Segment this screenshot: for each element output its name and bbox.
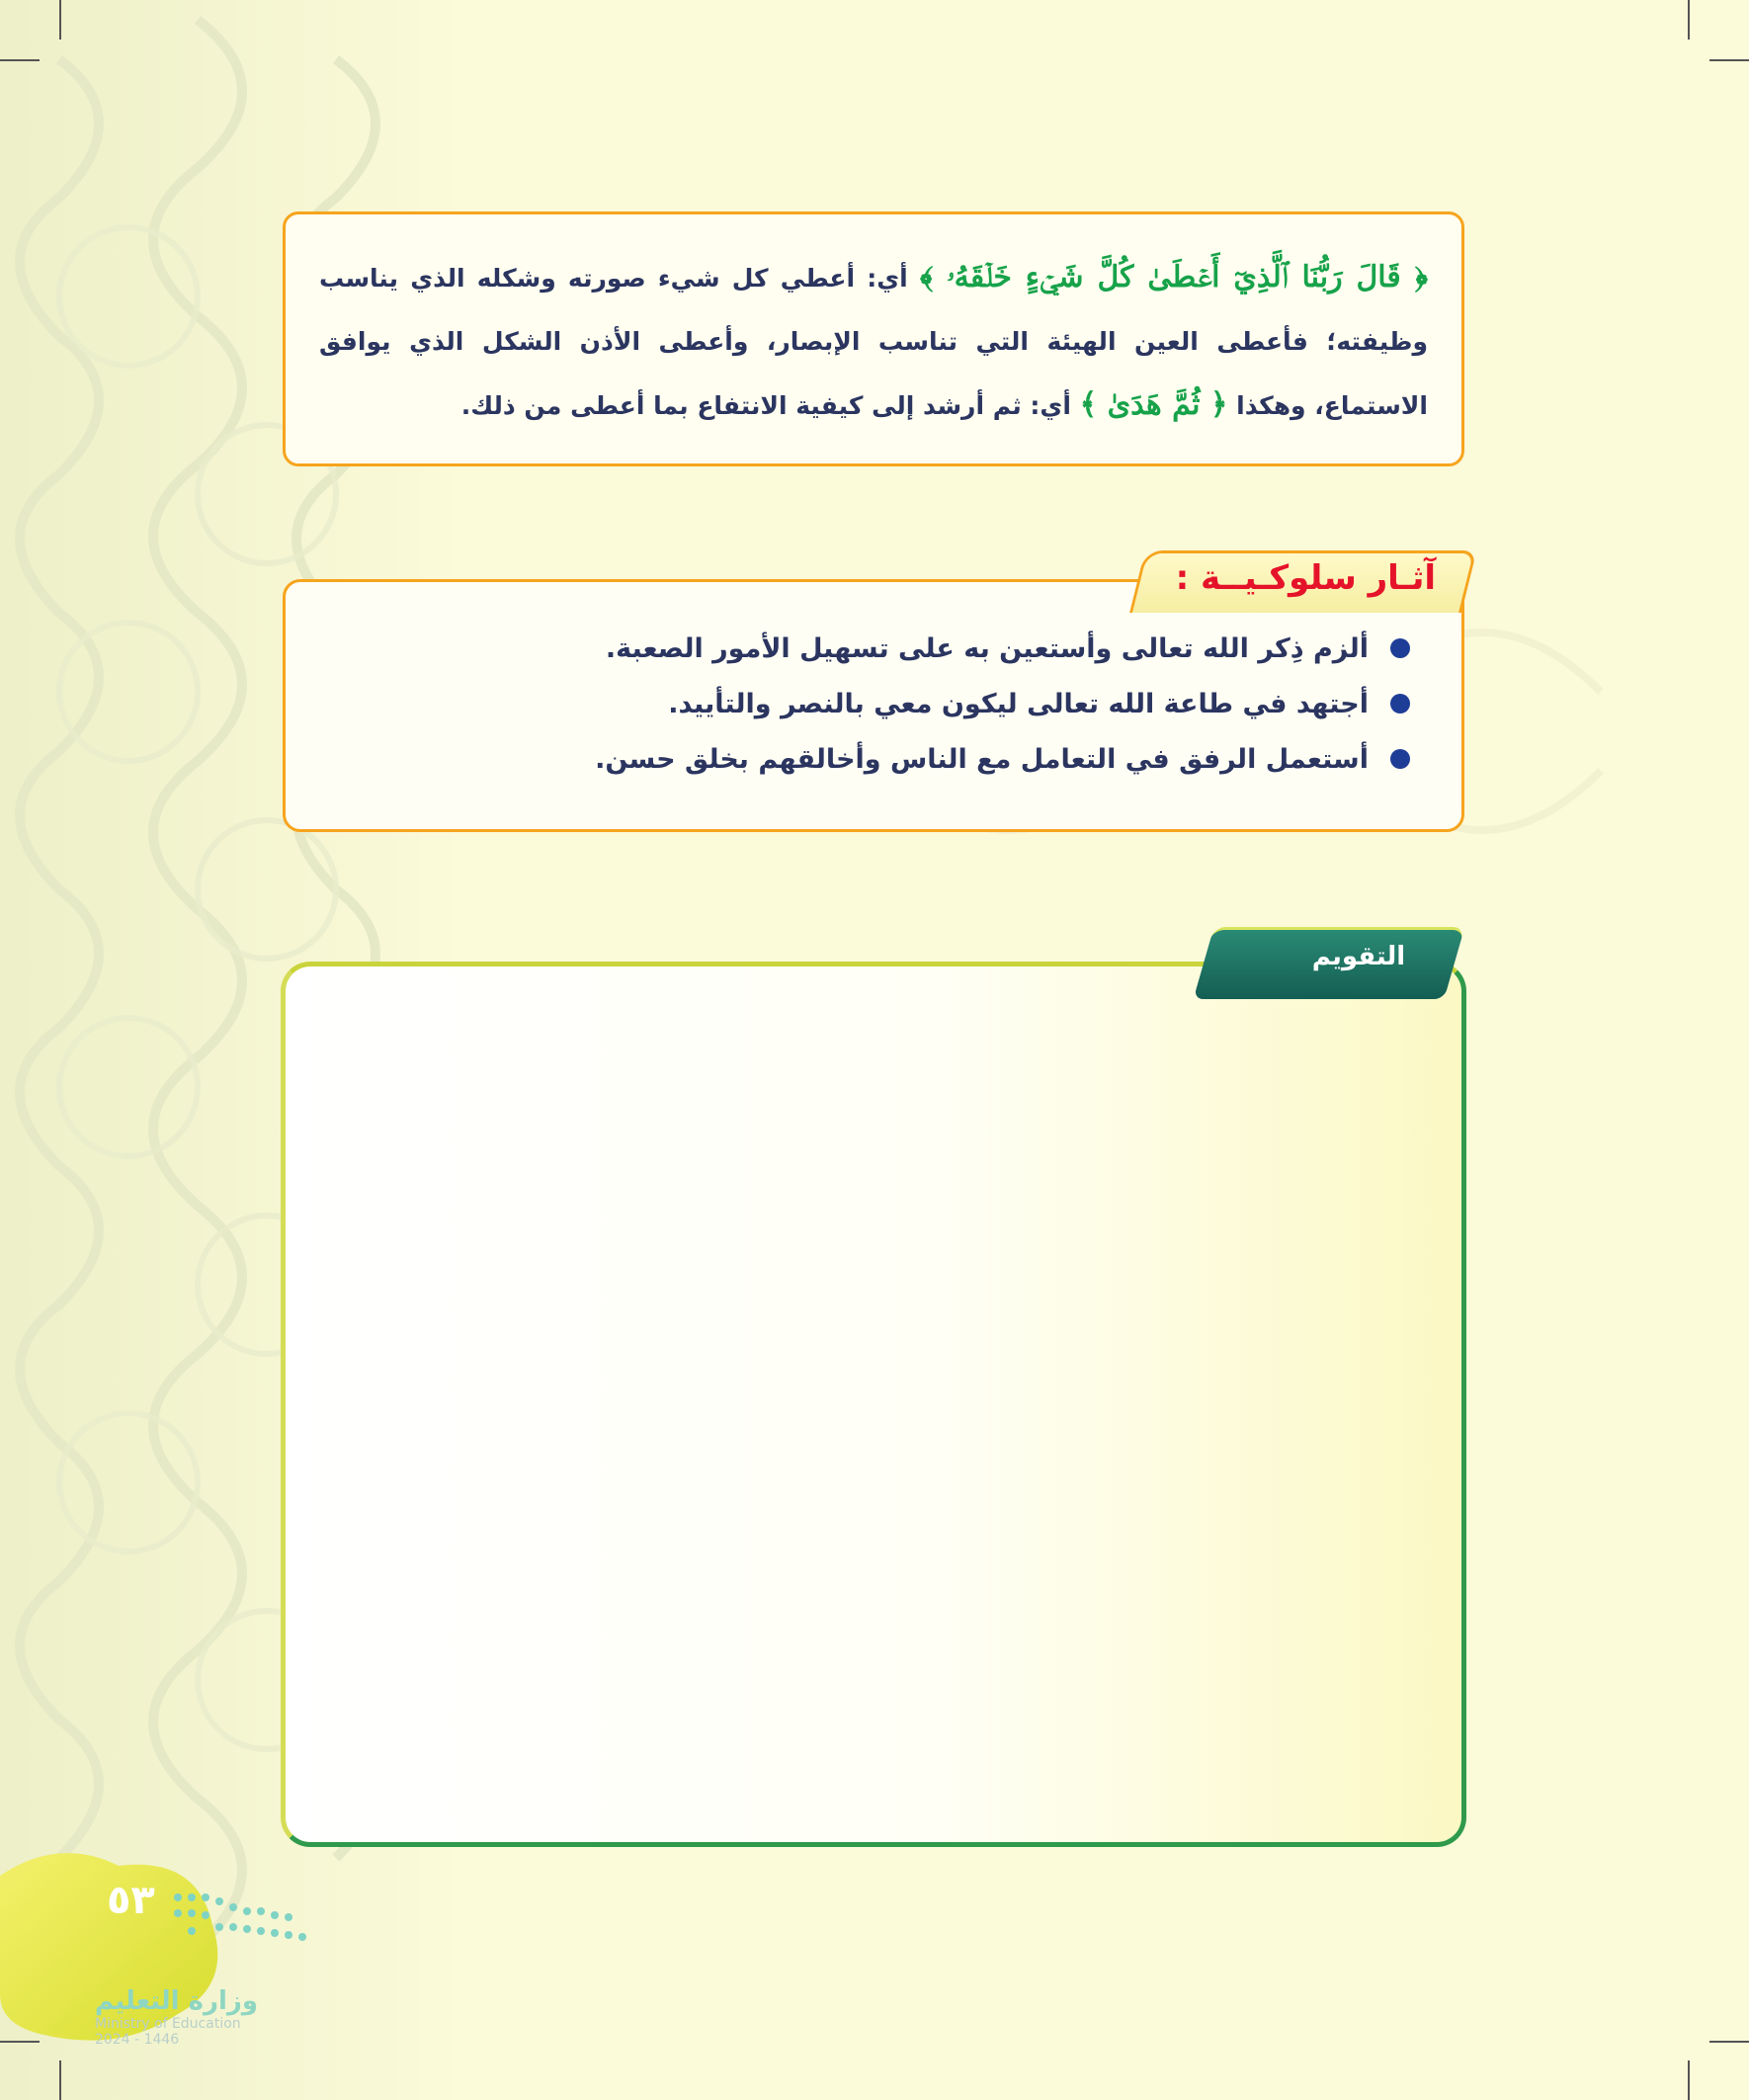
bullet-icon (1390, 694, 1410, 714)
list-item-text: أستعمل الرفق في التعامل مع الناس وأخالقهم بخلق حسن. (595, 744, 1369, 775)
tafsir-text: أي: ثم أرشد إلى كيفية الانتفاع بما أعطى من ذلك. (460, 391, 1080, 420)
crop-mark (1709, 59, 1749, 61)
verse-quote: ﴿ ثُمَّ هَدَىٰ ﴾ (1079, 387, 1228, 422)
edition-year: 2024 - 1446 (95, 2032, 180, 2048)
crop-mark (59, 2060, 61, 2100)
crop-mark (1709, 2041, 1749, 2043)
crop-mark (0, 2041, 40, 2043)
crop-mark (0, 59, 40, 61)
tafsir-text: أي: أعطي كل شيء صورته وشكله الذي يناسب وظيفته؛ فأعطى العين الهيئة التي تناسب الإبصار، وأعطى الأذن الشكل الذي يوافق الاستماع، وهكذا (319, 264, 1428, 420)
tafsir-box (283, 211, 1464, 466)
ministry-logo (95, 1986, 258, 2048)
list-item-text: ألزم ذِكر الله تعالى وأستعين به على تسهيل الأمور الصعبة. (605, 633, 1369, 664)
page-number: ٥٣ (107, 1878, 155, 1923)
section-title: آثـار سلوكـيــة : (1175, 558, 1436, 598)
bullet-icon (1390, 638, 1410, 658)
ministry-name-en: Ministry of Education (95, 2016, 241, 2032)
behavioral-effects-box (283, 558, 1464, 832)
effects-list (595, 622, 1412, 788)
tafsir-paragraph (319, 246, 1428, 438)
verse-quote: ﴿ قَالَ رَبُّنَا ٱلَّذِيٓ أَعۡطَىٰ كُلَّ شَيۡءٍ خَلۡقَهُۥ ﴾ (919, 260, 1428, 294)
list-item (595, 732, 1412, 788)
list-item (595, 677, 1412, 732)
bullet-icon (1390, 749, 1410, 769)
crop-mark (1688, 0, 1690, 40)
list-item (595, 622, 1412, 677)
ministry-name-ar: وزارة التعليم (95, 1986, 258, 2016)
crop-mark (1688, 2060, 1690, 2100)
list-item-text: أجتهد في طاعة الله تعالى ليكون معي بالنصر والتأييد. (668, 689, 1369, 719)
crop-mark (59, 0, 61, 40)
evaluation-box (281, 962, 1466, 1847)
section-title: التقويم (1311, 942, 1406, 971)
ministry-logo-dots (168, 1888, 326, 1957)
